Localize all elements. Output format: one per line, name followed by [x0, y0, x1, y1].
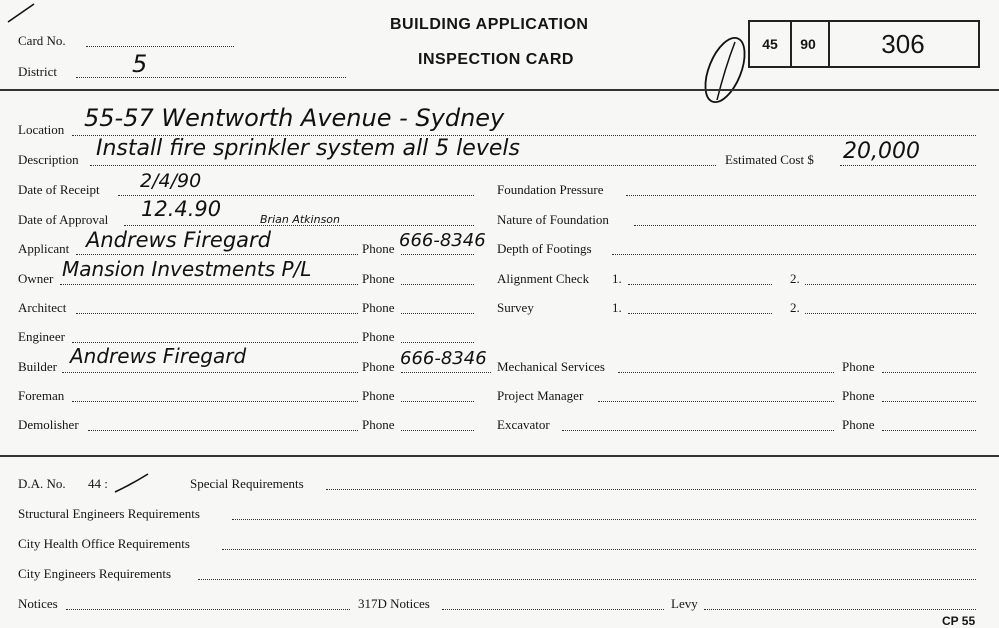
structural-engineers-label: Structural Engineers Requirements [18, 506, 200, 521]
estimated-cost-label: Estimated Cost $ [725, 152, 814, 167]
depth-footings-field [612, 254, 976, 255]
excavator-phone-field [882, 430, 976, 431]
box-a: 45 [748, 20, 792, 68]
date-receipt-field [118, 195, 474, 196]
architect-field [76, 313, 358, 314]
architect-label: Architect [18, 300, 67, 315]
alignment-1-field [628, 284, 772, 285]
demolisher-field [88, 430, 358, 431]
corner-tick-mark [0, 0, 40, 30]
date-receipt-value: 2/4/90 [140, 170, 202, 192]
survey-label: Survey [497, 300, 534, 315]
applicant-field [76, 254, 358, 255]
special-requirements-label: Special Requirements [190, 476, 304, 491]
card-no-label: Card No. [18, 33, 66, 48]
form-code: CP 55 [942, 614, 976, 628]
owner-phone-label: Phone [362, 271, 395, 286]
district-value: 5 [132, 50, 148, 78]
alignment-check-label: Alignment Check [497, 271, 590, 286]
builder-phone-label: Phone [362, 359, 395, 374]
applicant-phone-label: Phone [362, 241, 395, 256]
applicant-phone-value: 666-8346 [399, 230, 486, 251]
excavator-label: Excavator [497, 417, 550, 432]
foreman-label: Foreman [18, 388, 65, 403]
structural-engineers-field [232, 519, 976, 520]
estimated-cost-value: 20,000 [843, 139, 920, 164]
notices-field [66, 609, 350, 610]
architect-phone-field [401, 313, 474, 314]
alignment-2-label: 2. [790, 271, 800, 286]
owner-field [60, 284, 358, 285]
city-health-field [222, 549, 976, 550]
district-label: District [18, 64, 57, 79]
date-approval-label: Date of Approval [18, 212, 109, 227]
survey-2-label: 2. [790, 300, 800, 315]
builder-field [62, 372, 358, 373]
mechanical-services-label: Mechanical Services [497, 359, 605, 374]
city-health-label: City Health Office Requirements [18, 536, 190, 551]
box-b: 90 [788, 20, 830, 68]
da-no-value: 44 : [88, 476, 108, 491]
da-no-label: D.A. No. [18, 476, 66, 491]
project-manager-phone-label: Phone [842, 388, 875, 403]
bottom-divider [0, 455, 999, 457]
mechanical-services-field [618, 372, 834, 373]
nature-foundation-label: Nature of Foundation [497, 212, 609, 227]
survey-1-label: 1. [612, 300, 622, 315]
engineer-phone-label: Phone [362, 329, 395, 344]
location-label: Location [18, 122, 65, 137]
alignment-1-label: 1. [612, 271, 622, 286]
foundation-pressure-label: Foundation Pressure [497, 182, 604, 197]
applicant-label: Applicant [18, 241, 70, 256]
box-number: 306 [828, 20, 980, 68]
notices-317d-label: 317D Notices [358, 596, 430, 611]
estimated-cost-field [840, 165, 976, 166]
nature-foundation-field [634, 225, 976, 226]
owner-label: Owner [18, 271, 54, 286]
special-requirements-field [326, 489, 976, 490]
owner-phone-field [401, 284, 474, 285]
foreman-phone-label: Phone [362, 388, 395, 403]
alignment-2-field [805, 284, 976, 285]
da-tick-mark [112, 470, 152, 498]
depth-footings-label: Depth of Footings [497, 241, 592, 256]
date-receipt-label: Date of Receipt [18, 182, 100, 197]
city-engineers-label: City Engineers Requirements [18, 566, 172, 581]
description-label: Description [18, 152, 79, 167]
builder-phone-field [401, 372, 491, 373]
description-field [90, 165, 716, 166]
engineer-label: Engineer [18, 329, 65, 344]
demolisher-phone-label: Phone [362, 417, 395, 432]
demolisher-phone-field [401, 430, 474, 431]
architect-phone-label: Phone [362, 300, 395, 315]
excavator-phone-label: Phone [842, 417, 875, 432]
survey-2-field [805, 313, 976, 314]
foundation-pressure-field [626, 195, 976, 196]
notices-label: Notices [18, 596, 58, 611]
card-no-field [86, 46, 234, 47]
city-engineers-field [198, 579, 976, 580]
survey-1-field [628, 313, 772, 314]
foreman-field [72, 401, 358, 402]
builder-phone-value: 666-8346 [400, 348, 487, 369]
demolisher-label: Demolisher [18, 417, 79, 432]
foreman-phone-field [401, 401, 474, 402]
top-divider [0, 89, 999, 91]
title-line-1: BUILDING APPLICATION [390, 16, 589, 33]
notices-317d-field [442, 609, 664, 610]
levy-label: Levy [671, 596, 698, 611]
date-approval-value: 12.4.90 [141, 197, 222, 221]
district-field [76, 77, 346, 78]
project-manager-field [598, 401, 834, 402]
applicant-phone-field [401, 254, 474, 255]
excavator-field [562, 430, 834, 431]
engineer-phone-field [401, 342, 474, 343]
mechanical-phone-field [882, 372, 976, 373]
engineer-field [72, 342, 358, 343]
description-value: Install fire sprinkler system all 5 levels [96, 136, 520, 161]
project-manager-phone-field [882, 401, 976, 402]
applicant-value: Andrews Firegard [86, 228, 271, 252]
project-manager-label: Project Manager [497, 388, 584, 403]
location-value: 55-57 Wentworth Avenue - Sydney [84, 104, 505, 132]
levy-field [704, 609, 976, 610]
builder-label: Builder [18, 359, 57, 374]
owner-value: Mansion Investments P/L [62, 257, 312, 281]
applicant-note: Brian Atkinson [260, 213, 341, 226]
title-line-2: INSPECTION CARD [418, 51, 574, 68]
mechanical-phone-label: Phone [842, 359, 875, 374]
builder-value: Andrews Firegard [70, 344, 247, 368]
